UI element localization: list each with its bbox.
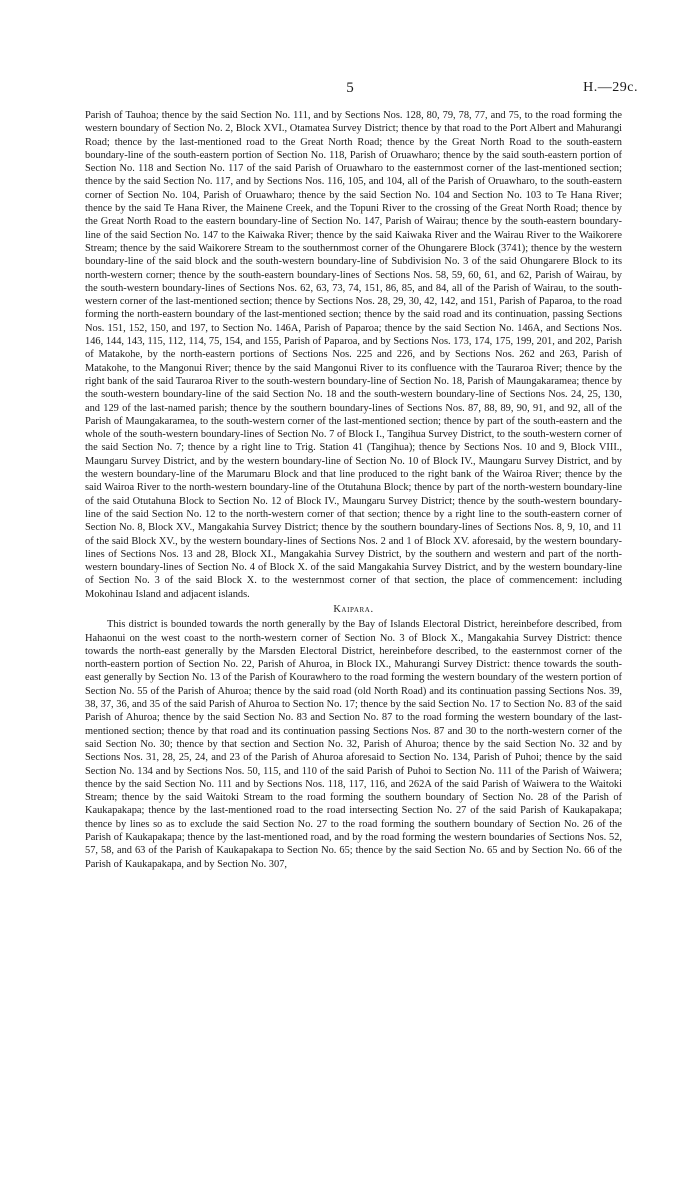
section-heading-kaipara: Kaipara. (333, 603, 374, 615)
paragraph-tauhoa-boundary: Parish of Tauhoa; thence by the said Section No. 111, and by Sections Nos. 128, 80, 79, 78, 77, and 75, to the road forming the western boundary of Section No. 2, Block XVI., Otamatea Survey District; thence by that road to the Port Albert and Mahurangi Road; thence by the last-mentioned road to the Great North Road; thence by the Great North Road to the south-eastern boundary-line of the south-eastern portion of Section No. 118, Parish of Oruawharo; thence by the said south-eastern portion of Section No. 118 and Section No. 117 of the said Parish of Oruawharo to the easternmost corner of the last-mentioned section; thence by the said Section No. 117, and by Sections Nos. 116, 105, and 104, all of the Parish of Oruawharo, to the south-eastern corner of Section No. 104, Parish of Oruawharo; thence by the said Section No. 104 and Section No. 103 to Te Hana River; thence by the said Te Hana River, the Mainene Creek, and the Topuni River to the crossing of the Great North Road; thence by the Great North Road to the eastern boundary-line of Section No. 147, Parish of Wairau; thence by the south-eastern boundary-line of the said Section No. 147 to the Kaiwaka River; thence by the said Kaiwaka River and the Wairau River to the Waikorere Stream; thence by the said Waikorere Stream to the southernmost corner of the Ohungarere Block (3741); thence by the western boundary-line of the said block and the south-western boundary-line of Subdivision No. 3 of the said Ohungarere Block to its north-western corner; thence by the south-eastern boundary-lines of Sections Nos. 58, 59, 60, 61, and 62, Parish of Wairau, by the south-western boundary-lines of Sections Nos. 62, 63, 73, 74, 151, 86, 85, and 84, all of the Parish of Wairau, to the south-western corner of the last-mentioned section; thence by Sections Nos. 28, 29, 30, 42, 142, and 151, Parish of Paparoa, to the road forming the north-eastern boundary of the last-mentioned section; thence by the said road and its continuation, passing Sections Nos. 151, 152, 150, and 197, to Section No. 146A, Parish of Paparoa; thence by the said Section No. 146A, and Sections Nos. 146, 144, 143, 115, 112, 114, 75, 154, and 155, Parish of Paparoa, and by Sections Nos. 173, 174, 175, 199, 201, and 202, Parish of Matakohe, by the north-eastern portions of Sections Nos. 225 and 226, and by Sections Nos. 262 and 263, Parish of Matakohe, to the Mangonui River; thence by the said Mangonui River to its confluence with the Tauraroa River; thence by the right bank of the said Tauraroa River to the south-western boundary-line of Section No. 18, Parish of Maungakaramea; thence by the south-western boundary-line of the said Section No. 18 and the south-western boundary-line of Sections Nos. 24, 25, 130, and 129 of the last-named parish; thence by the southern boundary-lines of Sections Nos. 87, 88, 89, 90, 91, and 92, all of the Parish of Maungakaramea, to the south-western corner of the last-mentioned section; thence by part of the south-eastern and the whole of the south-western boundary-lines of Section No. 7 of Block I., Tangihua Survey District, to the south-western corner of the said Section No. 7; thence by a right line to Trig. Station 41 (Tangihua); thence by Sections Nos. 10 and 9, Block VIII., Maungaru Survey District, and by the western boundary-line of Section No. 10 of Block IV., Maungaru Survey District, and by the western boundary-line of the Marumaru Block and that line produced to the right bank of the Wairoa River; thence by the said Wairoa River to the north-western boundary-line of the Otutahuna Block; thence by part of the north-western boundary-line of the said Otutahuna Block to Section No. 12 of Block IV., Maungaru Survey District; thence by the south-western boundary-line of the said Section No. 12 to the north-western corner of that section; thence by a right line to the south-eastern corner of Section No. 8, Block XV., Mangakahia Survey District; thence by the southern boundary-lines of Sections Nos. 8, 9, 10, and 11 of the said Block XV., by the western boundary-lines of Sections Nos. 2 and 1 of Block XV. aforesaid, by the western boundary-lines of Sections Nos. 13 and 28, Block XI., Mangakahia Survey District, by the southern and western and part of the north-western boundary-lines of Section No. 4 of Block X. of the said Mangakahia Survey District, and by the western boundary-line of Section No. 3 of the said Block X. to the westernmost corner of that section, the place of commencement: including Mokohinau Island and adjacent islands. (85, 110, 622, 600)
document-reference: H.—29c. (583, 80, 638, 95)
document-body (85, 109, 622, 871)
paragraph-kaipara-boundary: This district is bounded towards the north generally by the Bay of Islands Electoral District, hereinbefore described, from Hahaonui on the west coast to the north-western corner of Section No. 3 of Block X., Mangakahia Survey District: thence towards the north-east generally by the Marsden Electoral District, hereinbefore described, to the easternmost corner of the north-eastern portion of Section No. 22, Parish of Ahuroa, in Block IX., Mahurangi Survey District: thence towards the south-east generally by Section No. 13 of the Parish of Kourawhero to the road forming the western boundary of the western portion of Section No. 55 of the Parish of Ahuroa; thence by the said road (old North Road) and its continuation passing Sections Nos. 39, 38, 37, 36, and 35 of the said Parish of Ahuroa to Section No. 17; thence by the said Section No. 17 to Section No. 83 of the said Parish of Ahuroa; thence by the said Section No. 83 and Section No. 87 to the road forming the western boundary of the last-mentioned section; thence by that road and its continuation passing Sections Nos. 87 and 30 to the north-western corner of the said Section No. 30; thence by that section and Section No. 32, Parish of Ahuroa; thence by the said Section No. 32 and by Sections Nos. 31, 28, 25, 24, and 23 of the Parish of Ahuroa aforesaid to Section No. 134, Parish of Puhoi; thence by the said Section No. 134 and by Sections Nos. 50, 115, and 110 of the said Parish of Puhoi to Section No. 111 of the Parish of Waiwera; thence by the said Section No. 111 and by Sections Nos. 118, 117, 116, and 262A of the said Parish of Waiwera to the Waitoki Stream; thence by the said Waitoki Stream to the road forming the southern boundary of Section No. 28 of the Parish of Kaukapakapa; thence by the last-mentioned road to the road intersecting Section No. 27 of the said Parish of Kaukapakapa; thence by lines so as to exclude the said Section No. 27 to the road forming the southern boundary of Section No. 26 of the Parish of Kaukapakapa; thence by the last-mentioned road, and by the road forming the western boundaries of Sections Nos. 52, 57, 58, and 63 of the Parish of Kaukapakapa to Section No. 65; thence by the said Section No. 65 and by Section No. 66 of the Parish of Kaukapakapa, and by Section No. 307, (85, 619, 622, 870)
page-number: 5 (346, 80, 354, 96)
